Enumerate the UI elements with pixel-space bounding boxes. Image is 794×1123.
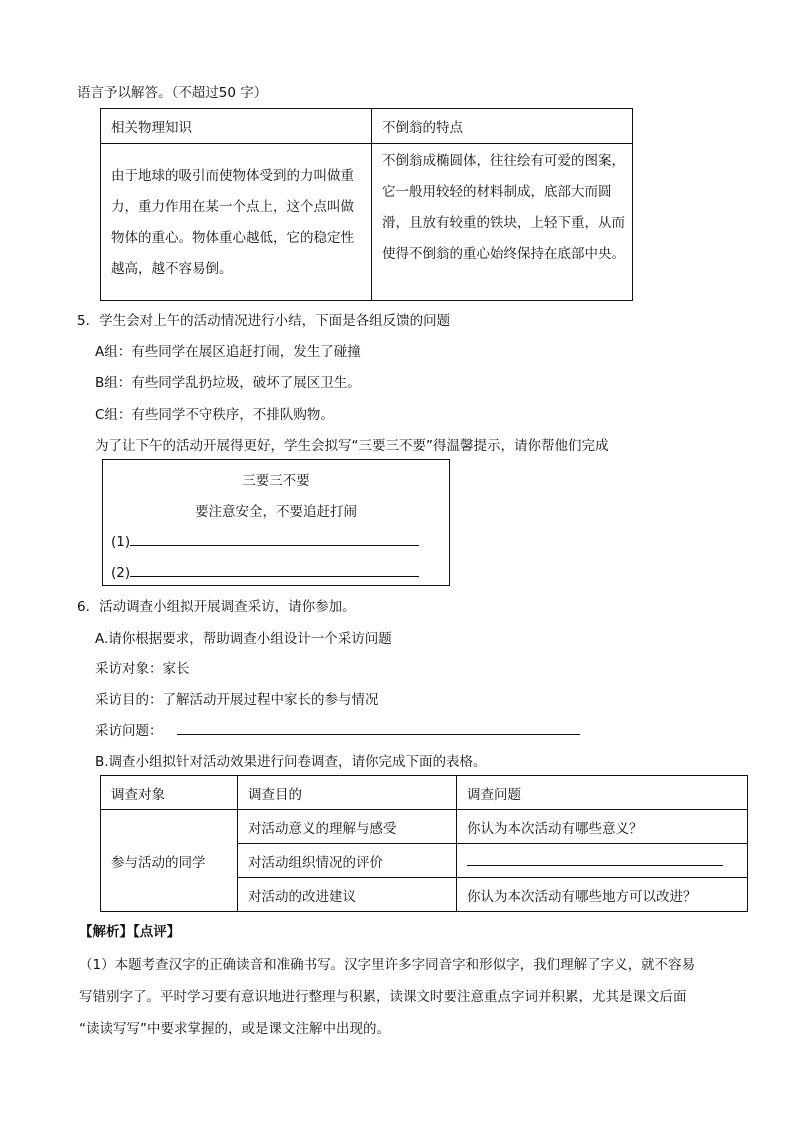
physics-table — [100, 108, 633, 301]
q6-question-label: 采访问题： — [95, 723, 163, 739]
survey-question-1: 你认为本次活动有哪些意义？ — [457, 810, 748, 844]
survey-purpose-3: 对活动的改进建议 — [238, 878, 457, 912]
q6-question-line[interactable] — [177, 720, 580, 735]
survey-question-2-line[interactable] — [467, 851, 723, 866]
q5-group-c: C组：有些同学不守秩序，不排队购物。 — [95, 407, 334, 423]
q6-part-b: B.调查小组拟针对活动效果进行问卷调查，请你完成下面的表格。 — [95, 754, 487, 770]
q6-title: 6．活动调查小组拟开展调查采访，请你参加。 — [77, 599, 356, 615]
survey-subject: 参与活动的同学 — [101, 810, 238, 912]
q6-part-a: A.请你根据要求，帮助调查小组设计一个采访问题 — [95, 631, 392, 647]
q6-purpose: 采访目的：了解活动开展过程中家长的参与情况 — [95, 692, 379, 708]
tips-blank1-line[interactable] — [130, 531, 419, 546]
table-header-features: 不倒翁的特点 — [372, 109, 633, 144]
tips-blank1-label: (1) — [111, 534, 131, 550]
q5-group-b: B组：有些同学乱扔垃圾，破坏了展区卫生。 — [95, 375, 361, 391]
survey-table — [100, 775, 748, 912]
tips-box-example: 要注意安全，不要追赶打闹 — [195, 504, 357, 520]
table-cell-features: 不倒翁成椭圆体，往往绘有可爱的图案，它一般用较轻的材料制成，底部大而圆滑，且放有较重的铁块，上轻下重，从而使得不倒翁的重心始终保持在底部中央。 — [372, 144, 633, 301]
survey-question-3: 你认为本次活动有哪些地方可以改进？ — [457, 878, 748, 912]
tips-box-title: 三要三不要 — [242, 473, 310, 489]
table-header-knowledge: 相关物理知识 — [101, 109, 372, 144]
q5-group-a: A组：有些同学在展区追赶打闹，发生了碰撞 — [95, 344, 361, 360]
survey-purpose-1: 对活动意义的理解与感受 — [238, 810, 457, 844]
tips-box — [102, 459, 450, 586]
q5-prompt: 为了让下午的活动开展得更好，学生会拟写“三要三不要”得温馨提示，请你帮他们完成 — [95, 438, 609, 454]
survey-header-subject: 调查对象 — [101, 776, 238, 810]
survey-header-question: 调查问题 — [457, 776, 748, 810]
intro-text: 语言予以解答。（不超过50 字） — [77, 85, 268, 101]
tips-blank2-label: (2) — [111, 565, 131, 581]
q6-target: 采访对象：家长 — [95, 661, 190, 677]
tips-blank2-line[interactable] — [130, 562, 419, 577]
survey-question-2[interactable] — [457, 844, 748, 878]
analysis-line1: （1）本题考查汉字的正确读音和准确书写。汉字里许多字同音字和形似字，我们理解了字义，就不容易 — [79, 957, 696, 973]
survey-header-purpose: 调查目的 — [238, 776, 457, 810]
survey-purpose-2: 对活动组织情况的评价 — [238, 844, 457, 878]
analysis-line3: “读读写写”中要求掌握的，或是课文注解中出现的。 — [79, 1021, 390, 1037]
analysis-label: 【解析】【点评】 — [79, 924, 181, 940]
table-cell-knowledge: 由于地球的吸引而使物体受到的力叫做重力，重力作用在某一个点上，这个点叫做物体的重心。物体重心越低，它的稳定性越高，越不容易倒。 — [101, 144, 372, 301]
analysis-line2: 写错别字了。平时学习要有意识地进行整理与积累，读课文时要注意重点字词并积累，尤其是课文后面 — [79, 989, 687, 1005]
q5-title: 5．学生会对上午的活动情况进行小结，下面是各组反馈的问题 — [77, 313, 451, 329]
